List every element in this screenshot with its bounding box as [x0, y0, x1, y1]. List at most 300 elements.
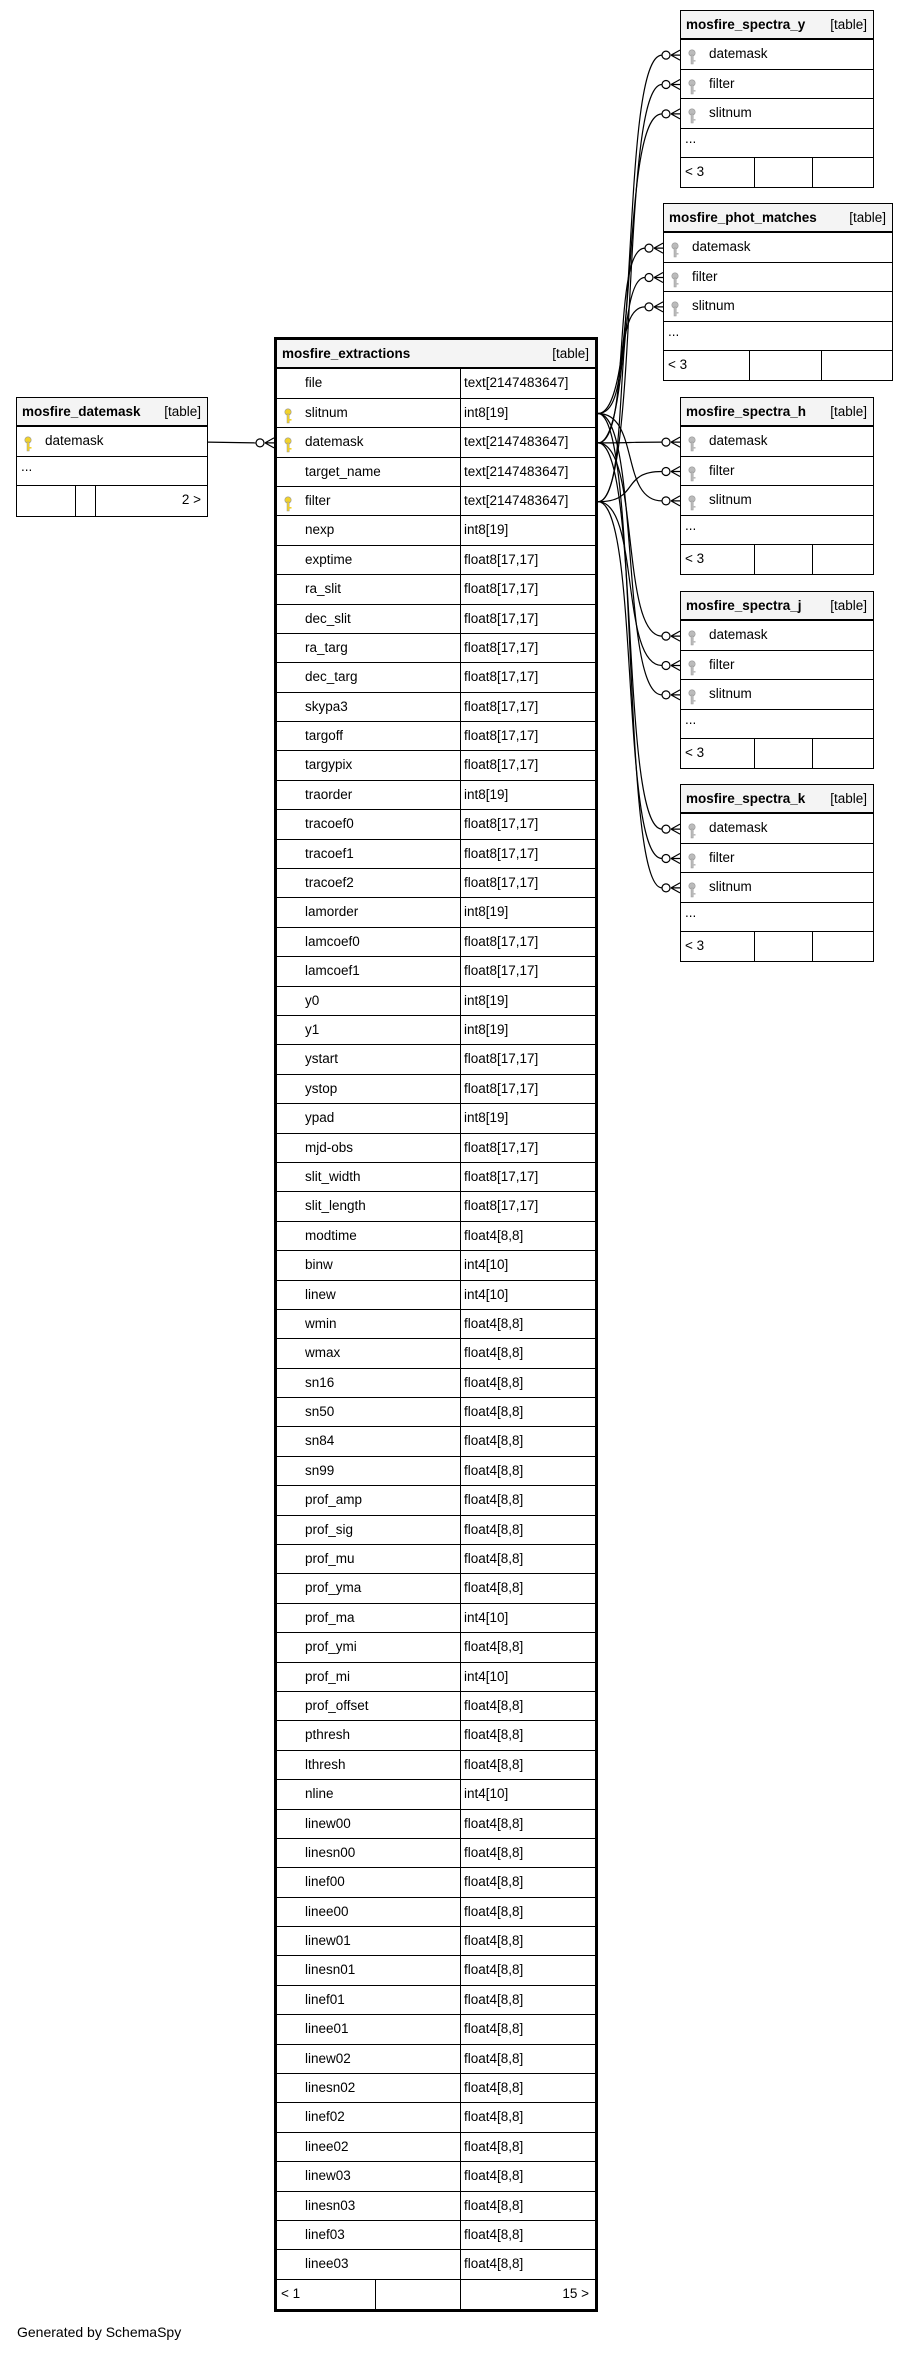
column-row[interactable]: [277, 1104, 595, 1133]
footer-divider: [812, 932, 813, 961]
column-name: linew: [305, 1286, 336, 1302]
column-row[interactable]: [681, 457, 873, 486]
column-type: float8[17,17]: [460, 663, 538, 691]
column-name: targoff: [305, 728, 344, 744]
column-row[interactable]: [277, 1986, 595, 2015]
column-row[interactable]: [277, 1163, 595, 1192]
column-name: lamcoef0: [305, 933, 360, 949]
rel-mosfire_spectra_k-slitnum-optional-marker: [662, 884, 670, 892]
rel-mosfire_spectra_h-datemask-many-marker: [671, 437, 680, 447]
ellipsis: ...: [668, 323, 680, 339]
column-name: pthresh: [305, 1727, 351, 1743]
column-row[interactable]: [277, 781, 595, 810]
column-name: linew01: [305, 1933, 351, 1949]
column-row[interactable]: [277, 428, 595, 457]
column-row[interactable]: [277, 928, 595, 957]
rel-mosfire_spectra_k-slitnum: [598, 414, 662, 888]
column-name: datemask: [305, 434, 364, 450]
column-name: traorder: [305, 786, 353, 802]
ellipsis: ...: [685, 904, 697, 920]
column-row[interactable]: [277, 1486, 595, 1515]
column-row[interactable]: [277, 1251, 595, 1280]
rel-mosfire_spectra_k-slitnum-many-marker: [671, 883, 680, 893]
column-type: text[2147483647]: [460, 458, 568, 486]
column-type: int8[19]: [460, 987, 508, 1015]
column-name: slitnum: [709, 879, 752, 895]
foreign-key-icon: [670, 240, 682, 256]
ellipsis: ...: [685, 711, 697, 727]
column-row[interactable]: [681, 814, 873, 843]
more-columns-row: [681, 129, 873, 158]
primary-key-icon: [283, 435, 295, 451]
column-row[interactable]: [277, 2133, 595, 2162]
table-name: mosfire_extractions: [282, 346, 411, 361]
column-name: tracoef1: [305, 845, 354, 861]
rel-mosfire_phot_matches-filter-optional-marker: [645, 274, 653, 282]
column-row[interactable]: [277, 399, 595, 428]
table-mosfire_datemask[interactable]: [16, 397, 208, 517]
rel-mosfire_spectra_h-datemask: [598, 442, 662, 443]
table-header[interactable]: [17, 398, 207, 427]
column-name: nline: [305, 1786, 334, 1802]
column-type: int4[10]: [460, 1663, 508, 1691]
column-type: float4[8,8]: [460, 1398, 523, 1426]
table-mosfire_spectra_k[interactable]: [680, 784, 874, 962]
column-row[interactable]: [277, 1075, 595, 1104]
column-name: slitnum: [709, 492, 752, 508]
column-row[interactable]: [277, 2250, 595, 2279]
rel-mosfire_spectra_h-slitnum: [598, 414, 662, 501]
table-header[interactable]: [681, 785, 873, 814]
column-name: y1: [305, 1021, 320, 1037]
column-row[interactable]: [277, 810, 595, 839]
column-type: int4[10]: [460, 1604, 508, 1632]
column-row[interactable]: [681, 486, 873, 515]
column-name: linesn03: [305, 2197, 356, 2213]
column-type: int8[19]: [460, 1104, 508, 1132]
children-count: 2 >: [181, 492, 201, 508]
column-row[interactable]: [681, 873, 873, 902]
rel-mosfire_phot_matches-filter-many-marker: [654, 273, 663, 283]
column-type: float4[8,8]: [460, 1898, 523, 1926]
primary-key-icon: [23, 434, 35, 450]
table-mosfire_spectra_h[interactable]: [680, 397, 874, 575]
footer-divider: [812, 739, 813, 768]
table-footer: [277, 2280, 595, 2309]
column-type: float8[17,17]: [460, 1045, 538, 1073]
column-type: float4[8,8]: [460, 1457, 523, 1485]
column-row[interactable]: [277, 2192, 595, 2221]
column-type: int4[10]: [460, 1780, 508, 1808]
column-row[interactable]: [277, 1339, 595, 1368]
column-name: ypad: [305, 1110, 335, 1126]
column-row[interactable]: [277, 605, 595, 634]
column-type: float4[8,8]: [460, 1986, 523, 2014]
column-row[interactable]: [277, 2015, 595, 2044]
column-name: datemask: [692, 239, 751, 255]
rel-mosfire_phot_matches-slitnum-optional-marker: [645, 303, 653, 311]
column-row[interactable]: [681, 651, 873, 680]
column-type: float4[8,8]: [460, 2015, 523, 2043]
column-name: ystop: [305, 1080, 338, 1096]
foreign-key-icon: [687, 851, 699, 867]
column-type: float4[8,8]: [460, 1369, 523, 1397]
parents-count: < 3: [685, 163, 705, 179]
column-row[interactable]: [277, 1751, 595, 1780]
rel-mosfire_phot_matches-datemask-many-marker: [654, 243, 663, 253]
column-row[interactable]: [277, 1956, 595, 1985]
column-row[interactable]: [277, 1574, 595, 1603]
foreign-key-icon: [687, 658, 699, 674]
column-name: datemask: [709, 627, 768, 643]
rel-mosfire_spectra_y-slitnum-many-marker: [671, 109, 680, 119]
foreign-key-icon: [687, 880, 699, 896]
column-name: sn99: [305, 1462, 335, 1478]
column-row[interactable]: [277, 516, 595, 545]
column-name: linee00: [305, 1903, 349, 1919]
table-footer: [681, 158, 873, 187]
column-name: datemask: [709, 46, 768, 62]
foreign-key-icon: [687, 464, 699, 480]
column-row[interactable]: [277, 1045, 595, 1074]
column-row[interactable]: [681, 99, 873, 128]
column-type: int4[10]: [460, 1251, 508, 1279]
column-name: prof_mu: [305, 1551, 355, 1567]
column-row[interactable]: [277, 1927, 595, 1956]
column-name: filter: [692, 268, 718, 284]
column-row[interactable]: [681, 844, 873, 873]
column-name: exptime: [305, 551, 353, 567]
foreign-key-icon: [687, 687, 699, 703]
column-type: float4[8,8]: [460, 1633, 523, 1661]
column-row[interactable]: [17, 427, 207, 456]
column-type: float8[17,17]: [460, 869, 538, 897]
column-row[interactable]: [664, 263, 892, 292]
column-name: sn50: [305, 1404, 335, 1420]
rel-mosfire_phot_matches-datemask-optional-marker: [645, 244, 653, 252]
ellipsis: ...: [685, 517, 697, 533]
column-row[interactable]: [664, 292, 892, 321]
column-type: float4[8,8]: [460, 2103, 523, 2131]
column-row[interactable]: [277, 546, 595, 575]
foreign-key-icon: [687, 106, 699, 122]
column-name: lamcoef1: [305, 963, 360, 979]
table-header[interactable]: [681, 592, 873, 621]
column-row[interactable]: [277, 693, 595, 722]
column-name: target_name: [305, 463, 381, 479]
more-columns-row: [681, 710, 873, 739]
column-type: int8[19]: [460, 898, 508, 926]
column-row[interactable]: [277, 722, 595, 751]
column-name: filter: [709, 75, 735, 91]
column-name: filter: [709, 849, 735, 865]
foreign-key-icon: [670, 299, 682, 315]
column-type: float8[17,17]: [460, 605, 538, 633]
column-name: prof_mi: [305, 1668, 351, 1684]
table-kind: [table]: [830, 598, 867, 613]
column-type: float4[8,8]: [460, 1927, 523, 1955]
rel-mosfire_spectra_y-slitnum: [598, 114, 662, 414]
column-row[interactable]: [277, 1310, 595, 1339]
column-row[interactable]: [277, 1281, 595, 1310]
column-name: prof_amp: [305, 1492, 363, 1508]
column-name: prof_sig: [305, 1521, 354, 1537]
column-name: filter: [709, 656, 735, 672]
rel-mosfire_spectra_j-filter-optional-marker: [662, 662, 670, 670]
column-name: prof_yma: [305, 1580, 362, 1596]
column-name: wmax: [305, 1345, 341, 1361]
column-type: float8[17,17]: [460, 751, 538, 779]
column-name: slit_width: [305, 1168, 361, 1184]
column-name: linef02: [305, 2109, 345, 2125]
table-name: mosfire_datemask: [22, 404, 141, 419]
column-row[interactable]: [277, 2045, 595, 2074]
column-type: float4[8,8]: [460, 1545, 523, 1573]
more-columns-row: [681, 516, 873, 545]
rel-mosfire_phot_matches-slitnum-many-marker: [654, 302, 663, 312]
rel-mosfire_spectra_y-datemask-many-marker: [671, 50, 680, 60]
column-row[interactable]: [277, 1839, 595, 1868]
column-row[interactable]: [277, 2221, 595, 2250]
column-type: text[2147483647]: [460, 487, 568, 515]
column-row[interactable]: [681, 40, 873, 69]
footer-divider: [754, 545, 755, 574]
footer-divider: [460, 2280, 461, 2309]
column-type: float4[8,8]: [460, 1839, 523, 1867]
more-columns-row: [664, 322, 892, 351]
column-row[interactable]: [277, 1604, 595, 1633]
rel-mosfire_spectra_k-filter-many-marker: [671, 854, 680, 864]
column-row[interactable]: [277, 751, 595, 780]
column-row[interactable]: [277, 1134, 595, 1163]
parents-count: < 3: [685, 550, 705, 566]
table-header[interactable]: [664, 204, 892, 233]
rel-mosfire_phot_matches-datemask: [598, 248, 645, 443]
column-row[interactable]: [664, 233, 892, 262]
column-row[interactable]: [277, 1398, 595, 1427]
column-row[interactable]: [277, 1222, 595, 1251]
column-row[interactable]: [277, 458, 595, 487]
column-type: float4[8,8]: [460, 1810, 523, 1838]
column-name: filter: [305, 492, 331, 508]
column-row[interactable]: [277, 1780, 595, 1809]
column-type: int8[19]: [460, 399, 508, 427]
column-row[interactable]: [681, 680, 873, 709]
column-name: lamorder: [305, 904, 359, 920]
table-kind: [table]: [552, 346, 589, 361]
column-row[interactable]: [277, 987, 595, 1016]
table-footer: [681, 932, 873, 961]
rel-mosfire_spectra_h-slitnum-many-marker: [671, 496, 680, 506]
rel-mosfire_spectra_j-datemask-many-marker: [671, 631, 680, 641]
table-kind: [table]: [849, 210, 886, 225]
footer-divider: [375, 2280, 376, 2309]
column-name: skypa3: [305, 698, 348, 714]
column-row[interactable]: [277, 1427, 595, 1456]
column-type: float4[8,8]: [460, 2133, 523, 2161]
column-type: float8[17,17]: [460, 1192, 538, 1220]
column-type: int8[19]: [460, 781, 508, 809]
column-type: float8[17,17]: [460, 546, 538, 574]
column-type: float4[8,8]: [460, 1868, 523, 1896]
children-count: 15 >: [562, 2285, 589, 2301]
ellipsis: ...: [685, 130, 697, 146]
table-header[interactable]: [277, 340, 595, 369]
column-row[interactable]: [277, 487, 595, 516]
table-mosfire_spectra_y[interactable]: [680, 10, 874, 188]
rel-mosfire_spectra_y-filter-many-marker: [671, 80, 680, 90]
column-row[interactable]: [277, 1898, 595, 1927]
column-row[interactable]: [277, 634, 595, 663]
footer-divider: [812, 158, 813, 187]
column-name: slitnum: [709, 686, 752, 702]
column-row[interactable]: [681, 427, 873, 456]
column-name: linee03: [305, 2256, 349, 2272]
table-mosfire_extractions[interactable]: [274, 337, 598, 2312]
column-row[interactable]: [277, 1692, 595, 1721]
foreign-key-icon: [687, 493, 699, 509]
column-row[interactable]: [277, 1810, 595, 1839]
table-mosfire_spectra_j[interactable]: [680, 591, 874, 769]
column-name: ra_slit: [305, 581, 342, 597]
table-header[interactable]: [681, 398, 873, 427]
column-name: linew03: [305, 2168, 351, 2184]
column-row[interactable]: [277, 2074, 595, 2103]
column-name: slit_length: [305, 1198, 366, 1214]
column-type: float4[8,8]: [460, 1486, 523, 1514]
column-name: lthresh: [305, 1756, 346, 1772]
column-row[interactable]: [277, 2162, 595, 2191]
table-kind: [table]: [830, 404, 867, 419]
column-name: linew02: [305, 2050, 351, 2066]
column-row[interactable]: [277, 1663, 595, 1692]
column-name: prof_offset: [305, 1697, 369, 1713]
column-row[interactable]: [277, 1016, 595, 1045]
column-name: nexp: [305, 522, 335, 538]
column-name: targypix: [305, 757, 353, 773]
column-row[interactable]: [681, 621, 873, 650]
column-name: prof_ma: [305, 1609, 355, 1625]
rel-datemask-extractions-optional-marker: [256, 439, 264, 447]
column-type: float4[8,8]: [460, 2074, 523, 2102]
table-name: mosfire_spectra_y: [686, 17, 806, 32]
table-name: mosfire_spectra_j: [686, 598, 802, 613]
column-row[interactable]: [277, 1868, 595, 1897]
column-row[interactable]: [277, 869, 595, 898]
column-name: linesn01: [305, 1962, 356, 1978]
column-row[interactable]: [277, 1369, 595, 1398]
rel-mosfire_spectra_h-filter-many-marker: [671, 467, 680, 477]
column-row[interactable]: [277, 2103, 595, 2132]
column-type: float4[8,8]: [460, 2045, 523, 2073]
column-name: linee01: [305, 2021, 349, 2037]
rel-mosfire_spectra_y-filter: [598, 85, 662, 502]
rel-mosfire_spectra_j-datemask-optional-marker: [662, 632, 670, 640]
column-type: int8[19]: [460, 1016, 508, 1044]
column-name: tracoef0: [305, 816, 354, 832]
rel-mosfire_spectra_y-datemask-optional-marker: [662, 51, 670, 59]
column-row[interactable]: [277, 663, 595, 692]
table-kind: [table]: [164, 404, 201, 419]
column-name: slitnum: [305, 404, 348, 420]
column-type: float8[17,17]: [460, 957, 538, 985]
table-mosfire_phot_matches[interactable]: [663, 203, 893, 381]
column-type: float4[8,8]: [460, 1692, 523, 1720]
column-row[interactable]: [277, 575, 595, 604]
column-row[interactable]: [277, 1545, 595, 1574]
rel-datemask-extractions-many-marker: [265, 438, 274, 448]
column-type: float8[17,17]: [460, 840, 538, 868]
more-columns-row: [681, 903, 873, 932]
column-type: float8[17,17]: [460, 1134, 538, 1162]
table-name: mosfire_spectra_k: [686, 791, 806, 806]
column-row[interactable]: [277, 898, 595, 927]
column-type: float4[8,8]: [460, 1751, 523, 1779]
ellipsis: ...: [21, 458, 33, 474]
rel-datemask-extractions: [208, 442, 256, 443]
footer-divider: [754, 739, 755, 768]
column-row[interactable]: [277, 1192, 595, 1221]
column-name: filter: [709, 462, 735, 478]
column-row[interactable]: [681, 70, 873, 99]
column-name: dec_slit: [305, 610, 351, 626]
footer-divider: [821, 351, 822, 380]
table-header[interactable]: [681, 11, 873, 40]
column-row[interactable]: [277, 840, 595, 869]
table-kind: [table]: [830, 17, 867, 32]
footer-divider: [75, 486, 76, 515]
column-row[interactable]: [277, 957, 595, 986]
column-type: text[2147483647]: [460, 369, 568, 397]
rel-mosfire_spectra_h-slitnum-optional-marker: [662, 497, 670, 505]
column-name: linesn00: [305, 1844, 356, 1860]
column-name: linee02: [305, 2138, 349, 2154]
parents-count: < 3: [685, 744, 705, 760]
column-type: float8[17,17]: [460, 1163, 538, 1191]
column-name: dec_targ: [305, 669, 358, 685]
rel-mosfire_spectra_j-slitnum-optional-marker: [662, 691, 670, 699]
column-row[interactable]: [277, 1457, 595, 1486]
foreign-key-icon: [687, 434, 699, 450]
rel-mosfire_spectra_k-datemask-optional-marker: [662, 825, 670, 833]
column-type: float4[8,8]: [460, 2250, 523, 2278]
primary-key-icon: [283, 406, 295, 422]
rel-mosfire_spectra_h-filter-optional-marker: [662, 468, 670, 476]
column-type: float4[8,8]: [460, 1427, 523, 1455]
rel-mosfire_spectra_h-datemask-optional-marker: [662, 438, 670, 446]
column-name: slitnum: [709, 105, 752, 121]
table-footer: [17, 486, 207, 515]
rel-mosfire_spectra_k-filter-optional-marker: [662, 855, 670, 863]
column-type: float4[8,8]: [460, 1339, 523, 1367]
column-name: linef01: [305, 1991, 345, 2007]
column-type: float4[8,8]: [460, 1956, 523, 1984]
column-name: tracoef2: [305, 875, 354, 891]
column-row[interactable]: [277, 1516, 595, 1545]
column-type: text[2147483647]: [460, 428, 568, 456]
column-type: float4[8,8]: [460, 2162, 523, 2190]
column-name: binw: [305, 1257, 333, 1273]
column-name: y0: [305, 992, 320, 1008]
column-row[interactable]: [277, 1721, 595, 1750]
column-row[interactable]: [277, 369, 595, 398]
column-name: linef03: [305, 2227, 345, 2242]
column-type: float8[17,17]: [460, 722, 538, 750]
column-type: float4[8,8]: [460, 1516, 523, 1544]
column-name: slitnum: [692, 298, 735, 314]
column-row[interactable]: [277, 1633, 595, 1662]
foreign-key-icon: [687, 77, 699, 93]
